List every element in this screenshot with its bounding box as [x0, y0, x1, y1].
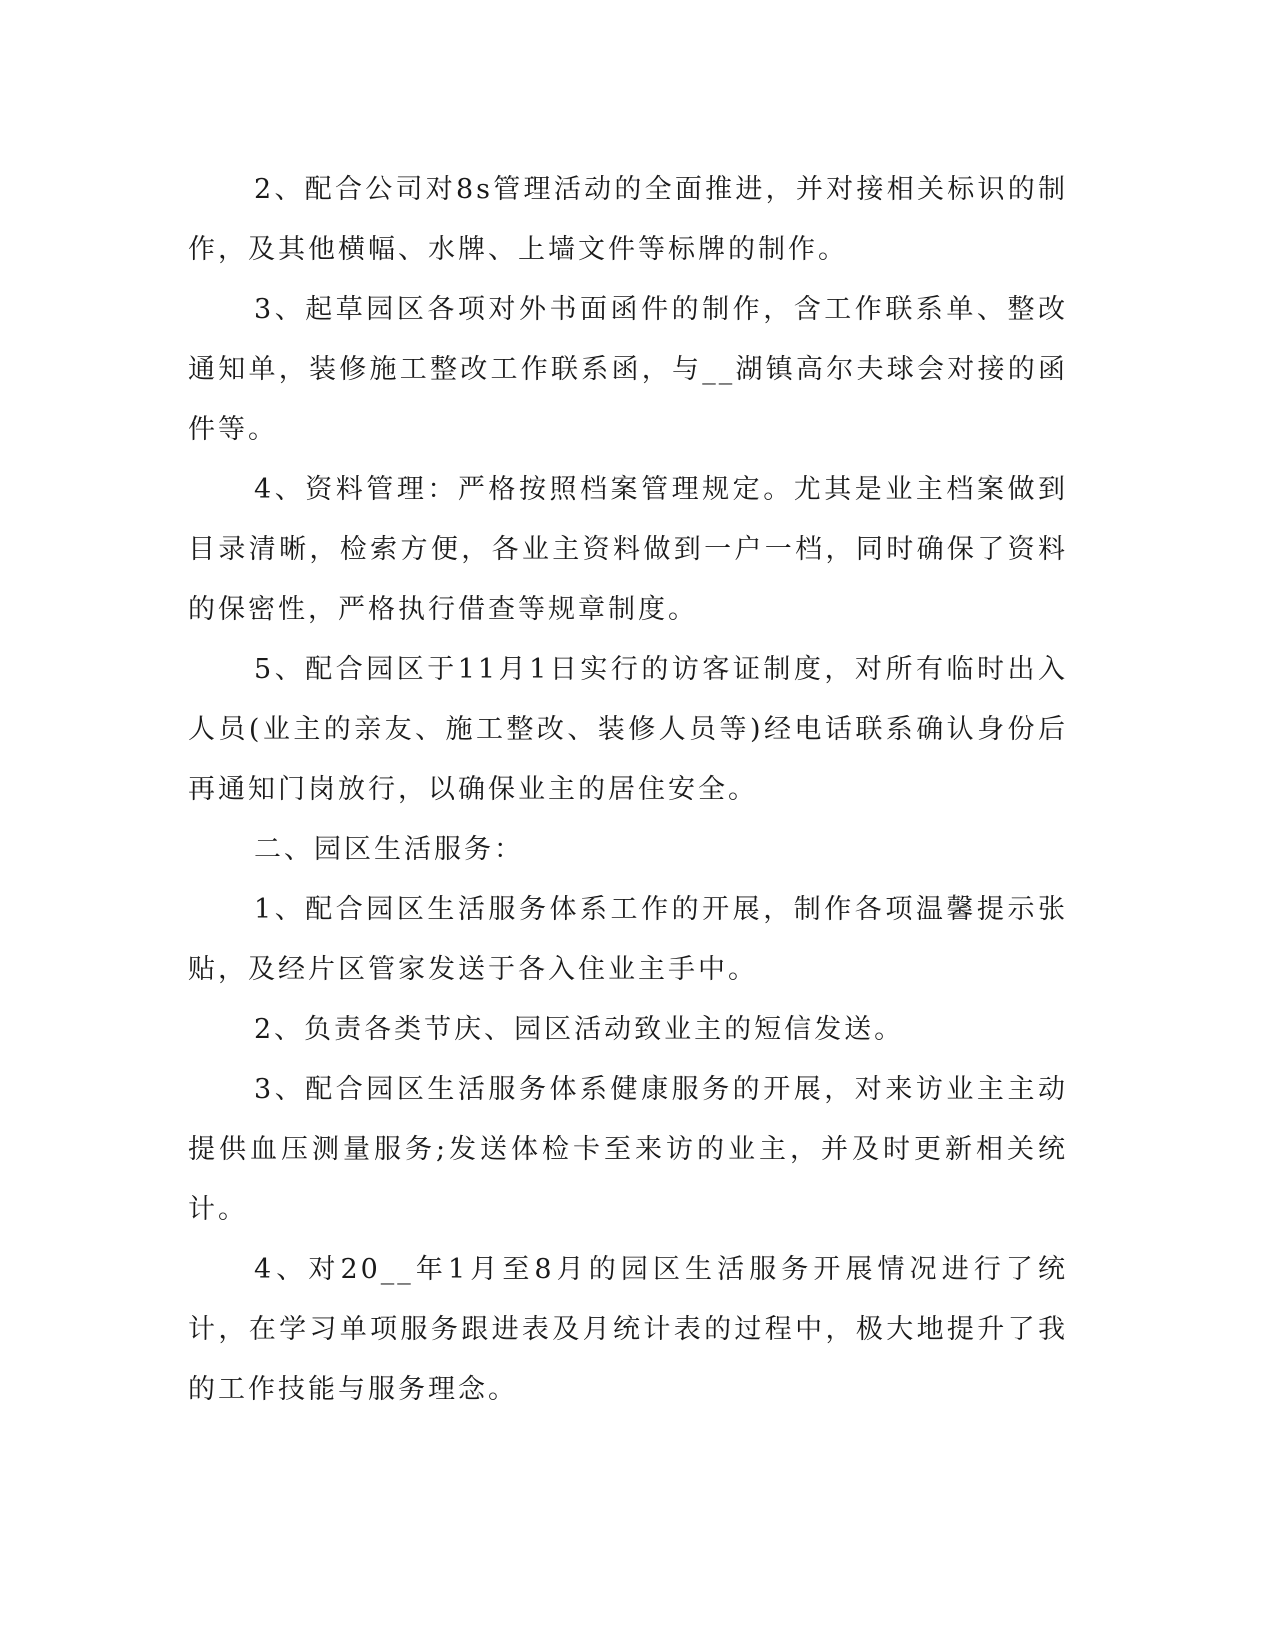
paragraph-item-3-health: 3、配合园区生活服务体系健康服务的开展，对来访业主主动提供血压测量服务;发送体检卡至来访的业主，并及时更新相关统计。 — [188, 1074, 1068, 1225]
document-body — [188, 160, 1068, 1420]
paragraph-item-4-statistics: 4、对20__年1月至8月的园区生活服务开展情况进行了统计，在学习单项服务跟进表及月统计表的过程中，极大地提升了我的工作技能与服务理念。 — [188, 1254, 1068, 1405]
paragraph-item-4-records: 4、资料管理：严格按照档案管理规定。尤其是业主档案做到目录清晰，检索方便，各业主资料做到一户一档，同时确保了资料的保密性，严格执行借查等规章制度。 — [188, 474, 1068, 625]
paragraph-item-2-8s: 2、配合公司对8s管理活动的全面推进，并对接相关标识的制作，及其他横幅、水牌、上墙文件等标牌的制作。 — [188, 174, 1068, 265]
paragraph-item-3-letters: 3、起草园区各项对外书面函件的制作，含工作联系单、整改通知单，装修施工整改工作联系函，与__湖镇高尔夫球会对接的函件等。 — [188, 294, 1068, 445]
paragraph-item-5-visitor-pass: 5、配合园区于11月1日实行的访客证制度，对所有临时出入人员(业主的亲友、施工整改、装修人员等)经电话联系确认身份后再通知门岗放行，以确保业主的居住安全。 — [188, 654, 1068, 805]
section-heading-life-services: 二、园区生活服务： — [254, 834, 524, 865]
paragraph-item-1-notices: 1、配合园区生活服务体系工作的开展，制作各项温馨提示张贴，及经片区管家发送于各入住业主手中。 — [188, 894, 1068, 985]
paragraph-item-2-sms: 2、负责各类节庆、园区活动致业主的短信发送。 — [254, 1014, 905, 1045]
